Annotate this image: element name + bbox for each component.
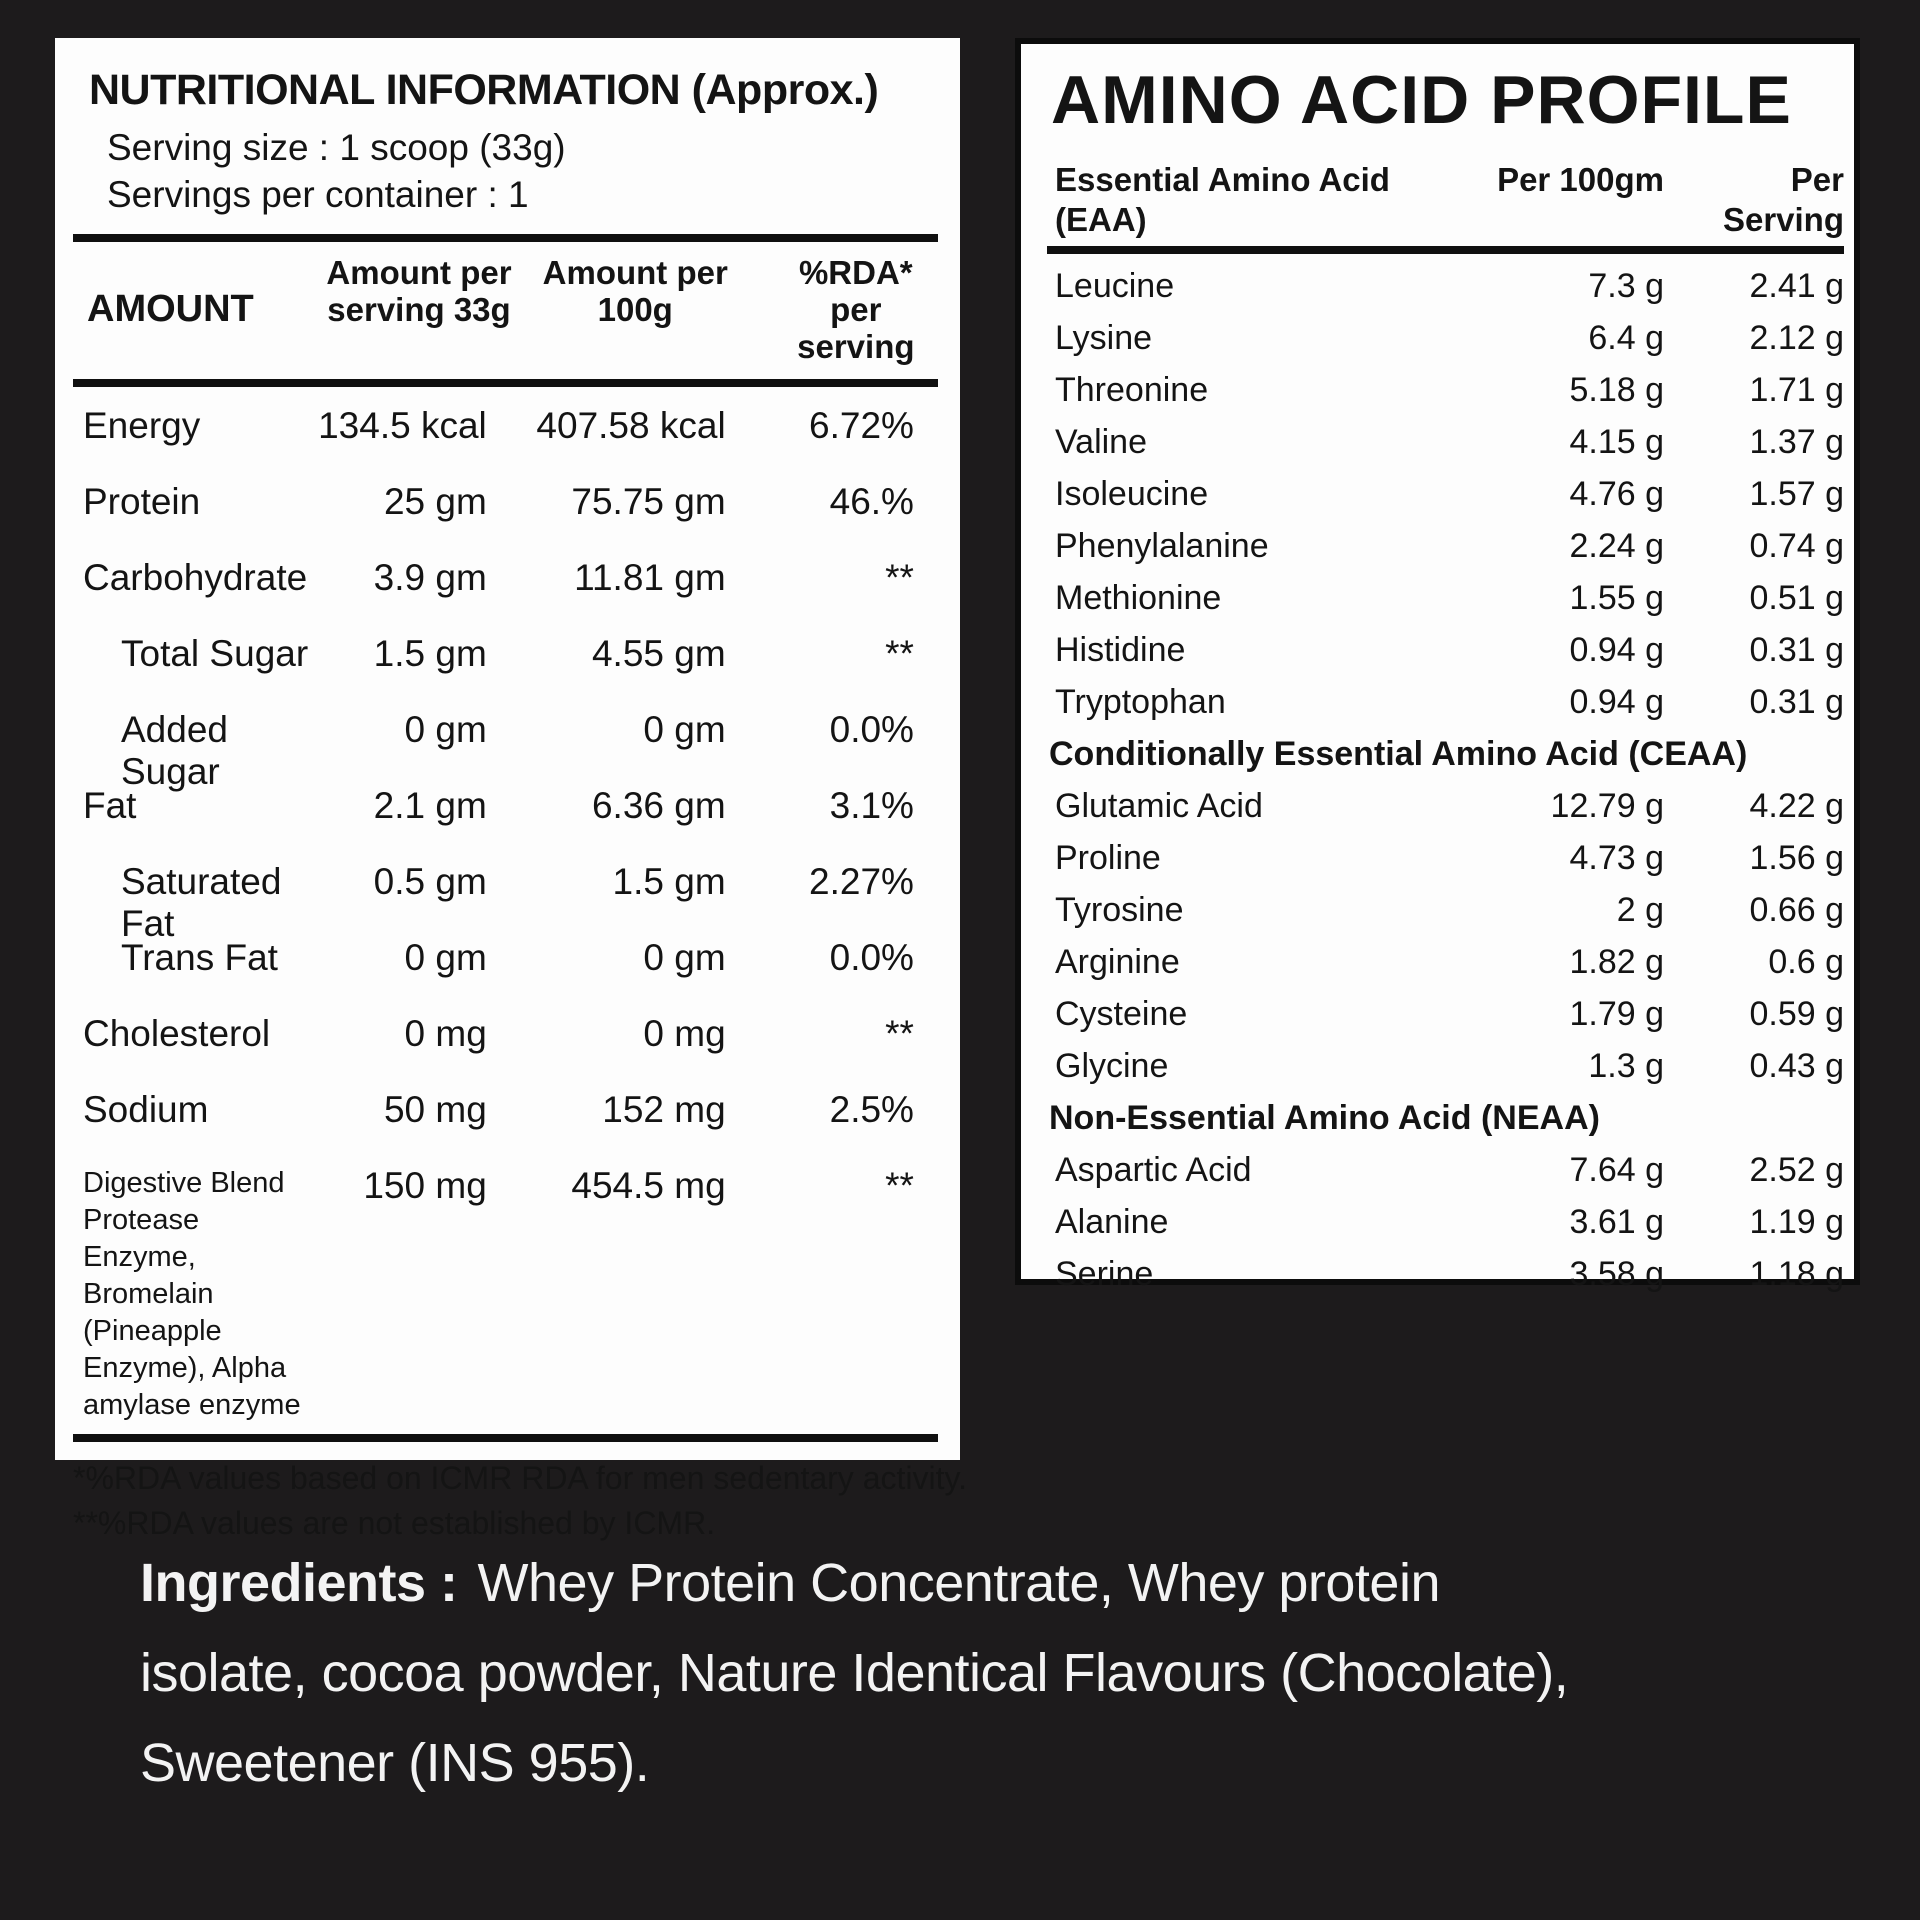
amino-row-leucine: Leucine 7.3 g 2.41 g [1055, 267, 1844, 305]
serving-size: Serving size : 1 scoop (33g) [107, 127, 566, 168]
column-header-amount: AMOUNT [87, 288, 254, 330]
nutritional-information-panel [55, 38, 967, 1541]
amino-row-isoleucine: Isoleucine 4.76 g 1.57 g [1055, 475, 1844, 513]
ingredients-line: Sweetener (INS 955). [140, 1733, 650, 1793]
column-header-eaa: Essential Amino Acid (EAA) [1055, 161, 1390, 238]
amino-row-tyrosine: Tyrosine 2 g 0.66 g [1055, 891, 1844, 929]
amino-row-glycine: Glycine 1.3 g 0.43 g [1055, 1047, 1844, 1085]
column-header-rda: %RDA* per serving [797, 254, 915, 365]
ingredients-text: Whey Protein Concentrate, Whey protein [477, 1553, 1440, 1613]
amino-row-histidine: Histidine 0.94 g 0.31 g [1055, 631, 1844, 669]
amino-table-body [1047, 260, 1844, 1300]
table-row-cholesterol: Cholesterol 0 mg 0 mg ** [83, 1013, 914, 1054]
amino-row-alanine: Alanine 3.61 g 1.19 g [1055, 1203, 1844, 1241]
table-row-fat: Fat 2.1 gm 6.36 gm 3.1% [83, 785, 914, 826]
servings-per-container: Servings per container : 1 [107, 174, 529, 215]
table-row-saturated-fat: Saturated Fat 0.5 gm 1.5 gm 2.27% [121, 861, 914, 944]
amino-row-glutamic-acid: Glutamic Acid 12.79 g 4.22 g [1055, 787, 1844, 825]
ingredients-label: Ingredients : [140, 1553, 458, 1613]
rda-footnotes [73, 1456, 967, 1546]
column-header-per-100gm: Per 100gm [1497, 161, 1664, 198]
footnote-rda-not-established: **%RDA values are not established by ICMR. [73, 1505, 716, 1541]
amino-row-cysteine: Cysteine 1.79 g 0.59 g [1055, 995, 1844, 1033]
column-header-per-100g: Amount per 100g [542, 254, 728, 328]
ingredients-line [140, 1538, 1568, 1628]
table-row-added-sugar: Added Sugar 0 gm 0 gm 0.0% [121, 709, 914, 792]
nutrition-table-body [73, 405, 938, 1424]
table-row-digestive-blend: Digestive Blend Protease Enzyme, Bromelain (Pineapple Enzyme), Alpha amylase enzyme 150 mg 454.5 mg ** [83, 1165, 914, 1421]
amino-table-header [1047, 160, 1844, 240]
amino-acid-profile-panel [1015, 38, 1860, 1293]
footnote-rda-basis: *%RDA values based on ICMR RDA for men sedentary activity. [73, 1460, 967, 1496]
amino-row-lysine: Lysine 6.4 g 2.12 g [1055, 319, 1844, 357]
amino-row-serine: Serine 3.58 g 1.18 g [1055, 1255, 1844, 1293]
divider [1047, 246, 1844, 254]
table-row-protein: Protein 25 gm 75.75 gm 46.% [83, 481, 914, 522]
amino-row-methionine: Methionine 1.55 g 0.51 g [1055, 579, 1844, 617]
amino-row-phenylalanine: Phenylalanine 2.24 g 0.74 g [1055, 527, 1844, 565]
nutrition-table-header [73, 242, 938, 379]
amino-row-threonine: Threonine 5.18 g 1.71 g [1055, 371, 1844, 409]
table-row-sodium: Sodium 50 mg 152 mg 2.5% [83, 1089, 914, 1130]
divider [73, 234, 938, 242]
divider [73, 1434, 938, 1442]
amino-title: AMINO ACID PROFILE [1051, 62, 1792, 138]
section-header-ceaa: Conditionally Essential Amino Acid (CEAA) [1049, 735, 1748, 773]
table-row-total-sugar: Total Sugar 1.5 gm 4.55 gm ** [121, 633, 914, 674]
table-row-energy: Energy 134.5 kcal 407.58 kcal 6.72% [83, 405, 914, 446]
nutrition-title: NUTRITIONAL INFORMATION (Approx.) [89, 66, 879, 114]
amino-row-aspartic-acid: Aspartic Acid 7.64 g 2.52 g [1055, 1151, 1844, 1189]
ingredients-line: isolate, cocoa powder, Nature Identical Flavours (Chocolate), [140, 1643, 1569, 1703]
amino-row-proline: Proline 4.73 g 1.56 g [1055, 839, 1844, 877]
column-header-per-serving: Per Serving [1722, 161, 1844, 238]
divider [73, 379, 938, 387]
ingredients-block [140, 1538, 1568, 1808]
table-row-trans-fat: Trans Fat 0 gm 0 gm 0.0% [121, 937, 914, 978]
section-header-neaa: Non-Essential Amino Acid (NEAA) [1049, 1099, 1600, 1137]
column-header-per-serving: Amount per serving 33g [326, 254, 512, 328]
amino-row-tryptophan: Tryptophan 0.94 g 0.31 g [1055, 683, 1844, 721]
amino-row-valine: Valine 4.15 g 1.37 g [1055, 423, 1844, 461]
amino-row-arginine: Arginine 1.82 g 0.6 g [1055, 943, 1844, 981]
table-row-carbohydrate: Carbohydrate 3.9 gm 11.81 gm ** [83, 557, 914, 598]
